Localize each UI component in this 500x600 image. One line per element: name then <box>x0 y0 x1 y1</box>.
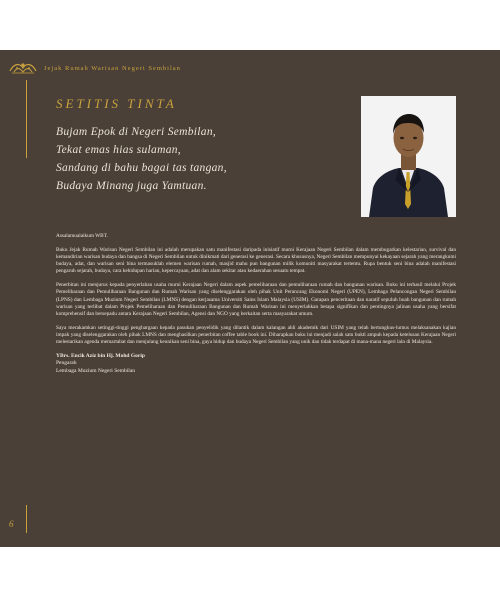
poem-line: Bujam Epok di Negeri Sembilan, <box>56 126 217 138</box>
portrait-photo <box>361 96 456 217</box>
paragraph: Buku Jejak Rumah Warisan Negeri Sembilan ini adalah merupakan satu manifestasi daripada inisiatif murni Kerajaan Negeri Sembilan dalam membugarkan kelestarian, survival dan kemandirian warisan budaya dan bangsa di Negeri Sembilan untuk dinikmati dari generasi ke generasi. Secara khususnya, Negeri Sembilan mempunyai kekayaan sejarah yang merangkumi budaya, adat, dan warisan seni bina termasuklah elemen warisan rumah, masjid mahu pun bangunan milik komuniti masyarakat tertentu. Rupa bentuk seni bina adalah manifestasi pengaruh sejarah, budaya, cara kehidupan harian, kepercayaan, adat dan alam sekitar atau kedaerahan sesuatu tempat. <box>56 246 456 275</box>
paragraph: Saya merakamkan setinggi-tinggi penghargaan kepada pasukan penyelidik yang dilantik dalam kalangan ahli akademik dari USIM yang telah bertungkus-lumus melaksanakan kajian impak yang diselenggarakan oleh pihak LMNS dan menghasilkan penerbitan coffee table book ini. Diharapkan buku ini menjadi salah satu bukti ampuh kepada ketelusan Kerajaan Negeri melestarikan agenda memartabat dan menjulang keunikan seni bina, gaya hidup dan budaya Negeri Sembilan yang unik dan tidak terdapat di mana-mana negeri lain di Malaysia. <box>56 324 456 346</box>
section-title: SETITIS TINTA <box>56 96 177 111</box>
page-number: 6 <box>9 519 14 529</box>
decorative-rule-bottom <box>26 505 27 533</box>
decorative-rule-top <box>26 80 27 158</box>
running-header <box>8 57 181 79</box>
poem <box>56 123 356 195</box>
running-title: Jejak Rumah Warisan Negeri Sembilan <box>44 64 181 72</box>
poem-line: Sandang di bahu bagai tas tangan, <box>56 162 227 174</box>
poem-line: Budaya Minang juga Yamtuan. <box>56 180 207 192</box>
ornament-icon <box>8 59 38 77</box>
body-text <box>56 233 456 375</box>
signatory-organization: Lembaga Muzium Negeri Sembilan <box>56 367 135 374</box>
signatory-name: YBrs. Encik Aziz bin Hj. Mohd Gorip <box>56 353 145 360</box>
signature-block <box>56 353 456 375</box>
greeting: Assalamualaikum WBT. <box>56 233 108 239</box>
book-page <box>0 50 500 547</box>
signatory-title: Pengarah <box>56 360 77 367</box>
poem-line: Tekat emas hias sulaman, <box>56 144 181 156</box>
paragraph: Penerbitan ini menjurus kepada penyerlahan usaha murni Kerajaan Negeri dalam aspek pemeliharaan dan pemuliharaan rumah dan bangunan warisan. Buku ini terhasil melalui Projek Pemeliharaan dan Pemuliharaan Bangunan dan Rumah Warisan yang diselenggarakan oleh pihak Unit Perancang Ekonomi Negeri (UPEN), Lembaga Pelancongan Negeri Sembilan (LPNS) dan Lembaga Muzium Negeri Sembilan (LMNS) dengan kerjasama Universiti Sains Islam Malaysia (USIM). Garapan penceritaan dan naratif sepuluh buah bangunan dan rumah warisan yang terlibat dalam Projek Pemeliharaan dan Pemuliharaan Bangunan dan Rumah Warisan ini menyerlahkan betapa signifikan dan pentingnya jalinan usaha yang bersifat komprehensif dan bersepadu antara Kerajaan Negeri Sembilan, Agensi dan NGO yang berkaitan serta masyarakat umum. <box>56 282 456 318</box>
